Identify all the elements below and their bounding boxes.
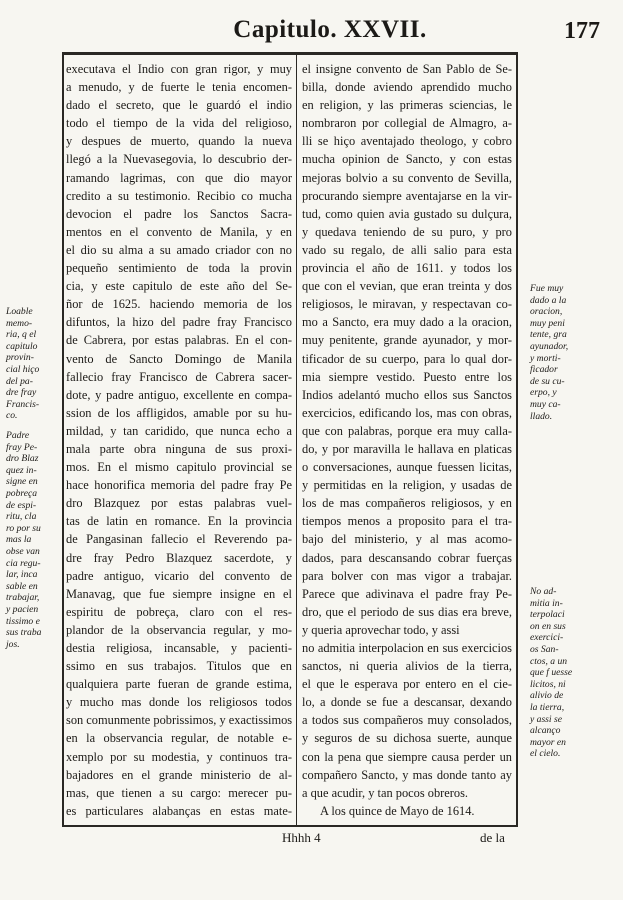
margin-note-line: Francis- bbox=[6, 398, 40, 410]
margin-note-line: mas la bbox=[6, 534, 32, 546]
bottom-rule bbox=[62, 825, 516, 827]
margin-note-line: terpolaci bbox=[530, 609, 565, 621]
catchword: de la bbox=[480, 830, 505, 845]
text-line: dado el secreto, que le guardó el indio bbox=[66, 98, 292, 113]
text-line: y queria aprovechar todo, y assi bbox=[302, 622, 460, 637]
text-line: vento de Sancto Domingo de Manila bbox=[66, 351, 292, 366]
margin-note-line: obse van bbox=[6, 545, 40, 557]
margin-note-line: tissimo e bbox=[6, 615, 40, 627]
text-line: el que le esperava por entero en el cie- bbox=[302, 677, 512, 692]
margin-note-line: de su cu- bbox=[530, 375, 565, 387]
margin-note-padre-blazquez bbox=[6, 430, 58, 650]
text-line: que con palabras, porque era muy calla- bbox=[302, 423, 512, 438]
margin-note-no-admitia bbox=[530, 586, 610, 760]
text-line: con la pena que siempre causa perder un bbox=[302, 749, 512, 764]
text-line: credito a su testimonio. Recibio co mucha bbox=[66, 188, 292, 203]
text-line: mucha opinion de Sancto, y con estas bbox=[302, 152, 512, 167]
text-line: exercicios, edificando los, mas con obras, bbox=[302, 405, 512, 420]
text-line: ramando lagrimas, con que dio mayor bbox=[66, 170, 292, 185]
margin-note-line: del pa- bbox=[6, 375, 33, 387]
margin-note-line: muy peni bbox=[530, 317, 565, 329]
margin-note-line: os San- bbox=[530, 643, 559, 655]
text-line: tas de latin en romance. En la provincia bbox=[66, 514, 292, 529]
text-line: nombraron por collegial de Almagro, a- bbox=[302, 116, 512, 131]
text-line: dro, que el periodo de sus dias era breve, bbox=[302, 604, 512, 619]
margin-note-line: ayunador, bbox=[530, 340, 569, 352]
margin-note-line: muy ca- bbox=[530, 398, 561, 410]
text-line: vado su regalo, de alli salio para esta bbox=[302, 242, 512, 257]
text-line: bajadores en el grande ministerio de al- bbox=[66, 767, 292, 782]
text-line: lli se hiço aventajado theologo, y cobro bbox=[302, 134, 512, 149]
text-line: y quedava teniendo de su puro, y pro bbox=[302, 224, 512, 239]
text-line: pequeño sentimiento de toda la provin bbox=[66, 261, 292, 276]
text-line: compañero Sancto, y mas donde tanto ay bbox=[302, 767, 512, 782]
text-line: todo el tiempo de la vida del religioso, bbox=[66, 116, 292, 131]
text-line: es particulares alabanças en estas mate- bbox=[66, 803, 292, 818]
margin-note-loable-memoria bbox=[6, 306, 58, 422]
margin-note-line: dre fray bbox=[6, 387, 37, 399]
text-line: A los quince de Mayo de 1614. bbox=[320, 803, 475, 818]
text-line: sanctos, ni queria alivios de la tierra, bbox=[302, 659, 512, 674]
column-divider bbox=[296, 52, 297, 827]
text-line: xemplo por su modestia, y continuos tra- bbox=[66, 749, 292, 764]
text-line: mo a Sancto, era muy dado a la oracion, bbox=[302, 315, 512, 330]
text-line: los de mas compañeros religiosos, y en bbox=[302, 496, 512, 511]
text-line: do, y por maravilla le hallava en platicas bbox=[302, 441, 512, 456]
margin-note-line: No ad- bbox=[530, 586, 557, 597]
margin-note-line: mayor en bbox=[530, 736, 566, 748]
text-line: de Cabrera, por estas palabras. En el con- bbox=[66, 333, 292, 348]
text-line: mos. En el mismo capitulo provincial se bbox=[66, 460, 292, 475]
text-line: dados, para descansando cobrar fuerças bbox=[302, 550, 512, 565]
text-line: Parece que adivinava el padre fray Pe- bbox=[302, 586, 512, 601]
margin-note-line: capitulo bbox=[6, 340, 38, 352]
text-line: tificador de su cuerpo, para lo qual dor- bbox=[302, 351, 512, 366]
chapter-title: Capitulo. XXVII. bbox=[233, 16, 427, 43]
margin-note-line: que f uesse bbox=[530, 667, 573, 679]
margin-note-line: sable en bbox=[6, 580, 38, 592]
text-line: hace honorifica memoria del padre fray Pe bbox=[66, 478, 292, 493]
text-line: en religion, y las primeras sciencias, le bbox=[302, 98, 512, 113]
text-line: a que acudir, y tan pocos obreros. bbox=[302, 785, 469, 800]
margin-note-line: y pacien bbox=[6, 603, 39, 615]
margin-note-line: ficador bbox=[530, 364, 558, 376]
margin-note-line: licitos, ni bbox=[530, 678, 566, 690]
margin-note-line: co. bbox=[6, 410, 18, 422]
text-line bbox=[302, 820, 512, 822]
text-line: y mucho mas donde los religiosos todos bbox=[66, 695, 292, 710]
margin-note-line: ro por su bbox=[6, 522, 41, 534]
text-line: devocion el padre los Sanctos Sacra- bbox=[66, 206, 292, 221]
margin-note-line: el cielo. bbox=[530, 748, 561, 760]
page-number: 177 bbox=[564, 18, 600, 44]
margin-note-line: ria, q el bbox=[6, 329, 37, 341]
margin-note-line: fray Pe- bbox=[6, 441, 38, 453]
margin-note-line: la tierra, bbox=[530, 701, 565, 713]
text-line: mia siempre vestido. Puesto entre los bbox=[302, 369, 512, 384]
right-column-rule bbox=[516, 52, 518, 827]
text-line: mala parte obra ninguna de sus proxi- bbox=[66, 441, 292, 456]
text-line: Indios adelantó mucho ellos sus Sanctos bbox=[302, 387, 512, 402]
text-line: no admitia interpolacion en sus exercicios bbox=[302, 641, 512, 655]
margin-note-line: Loable bbox=[6, 306, 33, 317]
text-line: destia religiosa, incansable, y pacienti- bbox=[66, 641, 292, 655]
margin-note-line: cial hiço bbox=[6, 363, 40, 375]
text-line: bajo del ministerio, y al mas acomo- bbox=[302, 532, 512, 547]
margin-note-line: llado. bbox=[530, 410, 553, 422]
margin-note-line: mitia in- bbox=[530, 597, 563, 609]
text-line: tiempos menos a proposito para el tra- bbox=[302, 514, 512, 529]
text-line: mejoras bolvio a su convento de Sevilla, bbox=[302, 170, 512, 185]
text-line: ssimo en sus trabajos. Titulos que en bbox=[66, 659, 292, 674]
margin-note-line: de espi- bbox=[6, 499, 37, 511]
margin-note-line: alivio de bbox=[530, 690, 564, 702]
margin-note-line: ctos, a un bbox=[530, 655, 568, 667]
left-column-rule bbox=[62, 52, 64, 827]
margin-note-line: quez in- bbox=[6, 464, 37, 476]
text-line: dre fray Pedro Blazquez sacerdote, y bbox=[66, 550, 292, 565]
text-line: y seguros de su dichosa suerte, aunque bbox=[302, 731, 512, 746]
margin-note-line: pobreça bbox=[6, 487, 38, 499]
margin-note-line: trabajar, bbox=[6, 592, 40, 604]
text-line: mentos en el convento de Manila, y en bbox=[66, 224, 292, 239]
text-line: padre antiguo, vicario del convento de bbox=[66, 568, 292, 583]
text-line: tud, como quien avia gustado su dulçura, bbox=[302, 206, 512, 221]
text-line: difuntos, la hizo del padre fray Francisco bbox=[66, 315, 292, 330]
margin-note-line: y morti- bbox=[530, 352, 561, 364]
margin-note-line: memo- bbox=[6, 317, 33, 329]
text-line: fallecio fray Francisco de Cabrera sacer- bbox=[66, 369, 292, 384]
text-line: ssion de los affligidos, amable por su hu- bbox=[66, 405, 292, 420]
text-line: el dio su alma a su amado criador con no bbox=[66, 242, 292, 257]
text-line: provincia el año de 1611. y todos los bbox=[302, 261, 512, 276]
margin-note-line: exercici- bbox=[530, 632, 564, 644]
margin-note-line: signe en bbox=[6, 476, 38, 488]
margin-note-line: y assi se bbox=[530, 713, 562, 725]
text-line: procurando siempre aventajarse en la vir- bbox=[302, 188, 512, 203]
margin-note-line: alcanço bbox=[530, 725, 561, 737]
text-line: dro Blazquez por estas palabras vuel- bbox=[66, 496, 292, 511]
margin-note-oracion bbox=[530, 283, 610, 422]
text-line: que con el vevian, que eran treinta y dos bbox=[302, 279, 512, 294]
text-line: son comunmente pobrissimos, y exactissimos bbox=[66, 713, 292, 728]
margin-note-line: jos. bbox=[6, 638, 20, 650]
text-line: cia, y este capitulo de este año del Se- bbox=[66, 279, 292, 294]
margin-note-line: sus traba bbox=[6, 627, 42, 639]
page-header bbox=[60, 14, 600, 48]
text-line bbox=[66, 820, 292, 822]
text-line: executava el Indio con gran rigor, y muy bbox=[66, 62, 292, 76]
text-line: llegó a la Nuevasegovia, lo descubrio der- bbox=[66, 152, 292, 167]
text-line: mas, que tienen a su cargo: merecer pu- bbox=[66, 785, 292, 800]
margin-note-line: provin- bbox=[6, 352, 34, 364]
text-line: el insigne convento de San Pablo de Se- bbox=[302, 62, 512, 76]
text-line: qualquiera parte fueran de grande estima, bbox=[66, 677, 292, 692]
text-line: plandor de la observancia regular, y mo- bbox=[66, 622, 292, 637]
text-line: lo, a donde se fue a descansar, dexando bbox=[302, 695, 512, 710]
right-text-column bbox=[302, 60, 512, 822]
margin-note-line: on en sus bbox=[530, 620, 566, 632]
text-line: de Pangasinan fallecio el Reverendo pa- bbox=[66, 532, 292, 547]
margin-note-line: oracion, bbox=[530, 306, 563, 318]
text-line: para bolver con mas vigor a trabajar. bbox=[302, 568, 512, 583]
text-line: y despues de muerto, quando la nueva bbox=[66, 134, 292, 149]
margin-note-line: cia regu- bbox=[6, 557, 41, 569]
text-line: y permitidas en la religion, y usadas de bbox=[302, 478, 512, 493]
signature-mark: Hhhh 4 bbox=[282, 830, 321, 845]
text-line: a menudo, y de fuerte le tenia encomen- bbox=[66, 80, 292, 95]
text-line: espiritu de pobreça, claro con el res- bbox=[66, 604, 292, 619]
margin-note-line: Padre bbox=[6, 430, 30, 441]
margin-note-line: Fue muy bbox=[530, 283, 564, 294]
text-line: a todos sus compañeros muy consolados, bbox=[302, 713, 512, 728]
text-line: o conversaciones, aunque fuessen licitas, bbox=[302, 460, 512, 475]
text-line: muy penitente, grande ayunador, y mor- bbox=[302, 333, 512, 348]
text-line: dote, y padre antiguo, excellente en compa- bbox=[66, 387, 292, 402]
text-line: Manavag, que fue siempre insigne en el bbox=[66, 586, 292, 601]
text-line: en la observancia regular, de notable e- bbox=[66, 731, 292, 746]
left-text-column bbox=[66, 60, 292, 822]
margin-note-line: ritu, cla bbox=[6, 511, 37, 523]
margin-note-line: dado a la bbox=[530, 294, 567, 306]
text-line: billa, donde aviendo aprendido mucho bbox=[302, 80, 512, 95]
margin-note-line: erpo, y bbox=[530, 387, 557, 399]
text-line: mildad, y tan caridido, que nunca echo a bbox=[66, 423, 292, 438]
margin-note-line: dro Blaz bbox=[6, 453, 39, 465]
margin-note-line: lar, inca bbox=[6, 569, 38, 581]
text-line: religiosos, le miravan, y respectavan co- bbox=[302, 297, 512, 312]
text-line: ñor de 1625. haciendo memoria de los bbox=[66, 297, 292, 312]
top-rule bbox=[62, 52, 516, 55]
margin-note-line: tente, gra bbox=[530, 329, 567, 341]
